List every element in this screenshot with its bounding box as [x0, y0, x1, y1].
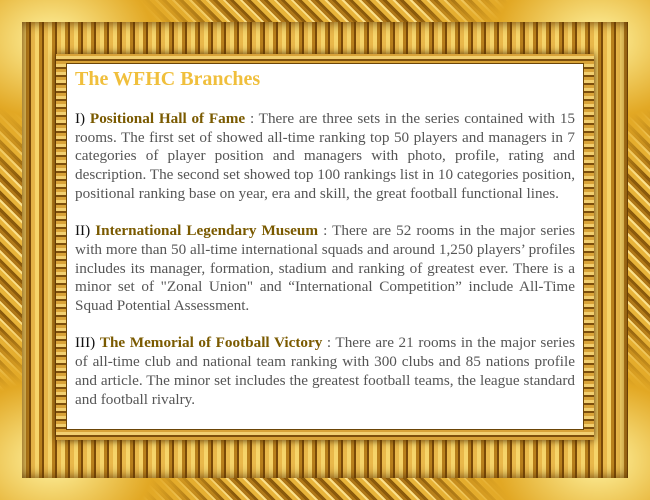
- section-description: : There are 52 rooms in the major series with more than 50 all-time international squads and around 1,250 players’ profiles includes its manager, formation, stadium and ranking of greatest ever. There is a minor set of "Zonal Union" and “International Competition” include All-Time Squad Potential Assessment.: [75, 222, 575, 315]
- section-memorial-of-football-victory: [75, 334, 575, 409]
- section-name-link[interactable]: International Legendary Museum: [95, 222, 318, 240]
- section-numeral: I): [75, 110, 86, 127]
- page-title: The WFHC Branches: [75, 68, 261, 90]
- section-numeral: II): [75, 222, 91, 240]
- section-positional-hall-of-fame: [75, 110, 575, 204]
- section-international-legendary-museum: [75, 222, 575, 316]
- section-description: : There are three sets in the series contained with 15 rooms. The first set of showed all-time ranking top 50 players and managers in 7 categories of player position and managers with photo, profile, rating and description. The second set showed top 100 rankings list in 10 categories position, positional ranking base on year, era and skill, the great football functional lines.: [75, 110, 576, 202]
- branches-content: [75, 66, 575, 428]
- section-numeral: III): [75, 334, 96, 352]
- section-description: : There are 21 rooms in the major series of all-time club and national team ranking with 300 clubs and 85 nations profile and article. The minor set includes the greatest football teams, the league standard and football rivalry.: [75, 334, 575, 408]
- section-name-link[interactable]: Positional Hall of Fame: [89, 110, 246, 127]
- section-name-link[interactable]: The Memorial of Football Victory: [99, 334, 323, 352]
